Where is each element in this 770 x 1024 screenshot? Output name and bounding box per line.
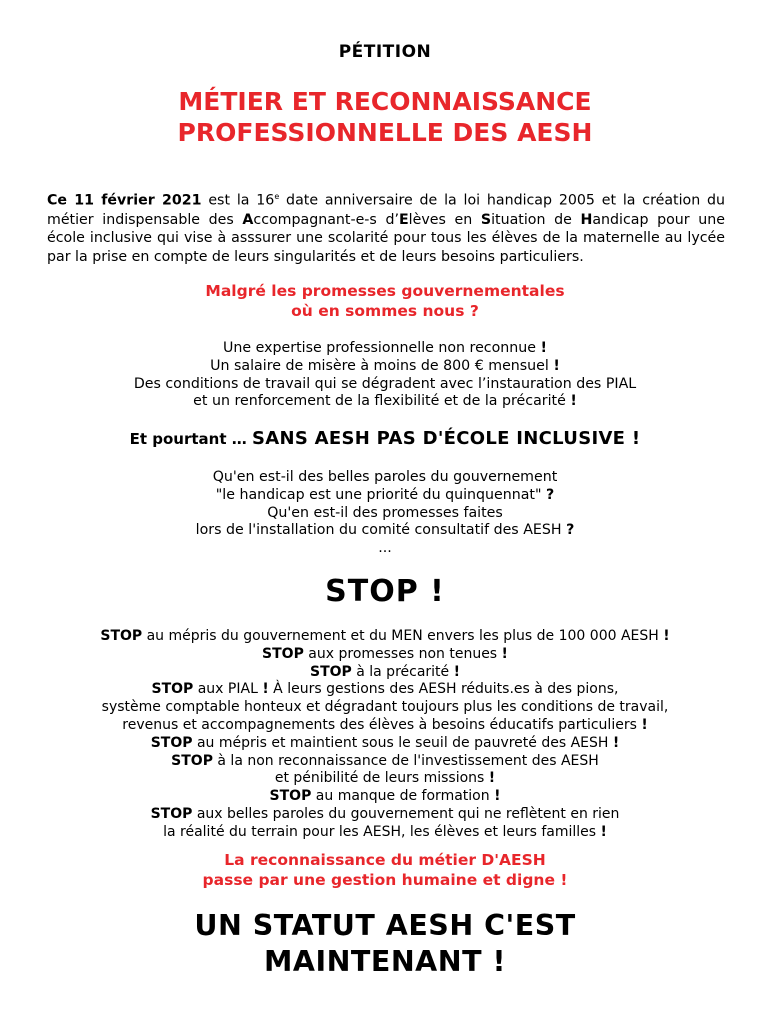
list-item-mark: ! (570, 393, 577, 410)
intro-text: est la 16 (201, 192, 275, 209)
page-title (0, 86, 770, 148)
section-heading-line: passe par une gestion humaine et digne ! (202, 871, 568, 889)
list-item-text: et pénibilité de leurs missions (274, 770, 489, 787)
slogan-lead: Et pourtant … (129, 430, 252, 448)
list-item-lead: STOP (171, 752, 213, 769)
closing-slogan-line: UN STATUT AESH C'EST (194, 909, 576, 942)
acronym-letter: H (580, 211, 593, 228)
list-item (0, 788, 770, 806)
stop-list (0, 628, 770, 842)
list-item-text: "le handicap est une priorité du quinquennat" (215, 486, 546, 503)
intro-text: date anniversaire de la loi handicap 2005 et la création du métier indispensable des (47, 192, 726, 228)
acronym-letter: E (398, 211, 409, 228)
intro-superscript: e (274, 192, 280, 202)
question-list (0, 469, 770, 558)
list-item-lead: STOP (150, 734, 193, 751)
slogan-heading (0, 428, 770, 449)
list-item-text: aux promesses non tenues (303, 645, 502, 662)
list-item-text: au mépris du gouvernement et du MEN envers les plus de 100 000 AESH (142, 628, 664, 644)
intro-date: Ce 11 février 2021 (47, 192, 202, 209)
acronym-letter: S (480, 211, 492, 228)
list-item-text: lors de l'installation du comité consultatif des AESH (195, 522, 567, 539)
section-heading-recognition (0, 850, 770, 890)
list-item-text: système comptable honteux et dégradant toujours plus les conditions de travail, (101, 699, 669, 716)
list-item (0, 469, 770, 487)
list-item-text: et un renforcement de la flexibilité et de la précarité (193, 393, 571, 410)
list-item-text: à la précarité (351, 663, 454, 680)
list-item-text: aux PIAL (193, 681, 263, 698)
list-item-text: Qu'en est-il des belles paroles du gouvernement (212, 469, 558, 485)
list-item (0, 699, 770, 717)
list-item (0, 717, 770, 735)
intro-text: ituation de (491, 211, 581, 228)
list-item (0, 664, 770, 682)
list-item-text: revenus et accompagnements des élèves à besoins éducatifs particuliers (122, 716, 642, 733)
list-item-lead: STOP (262, 645, 304, 662)
list-item-tail: À leurs gestions des AESH réduits.es à des pions, (268, 681, 619, 698)
list-item (0, 735, 770, 753)
list-item-text: la réalité du terrain pour les AESH, les élèves et leurs familles (163, 823, 601, 840)
list-item (0, 340, 770, 358)
list-item-lead: STOP (150, 805, 193, 822)
list-item (0, 628, 770, 646)
list-item-text: aux belles paroles du gouvernement qui ne reflètent en rien (192, 805, 620, 822)
list-item (0, 681, 770, 699)
section-heading-line: La reconnaissance du métier D'AESH (224, 851, 546, 869)
list-item-mark: ! (501, 645, 508, 662)
list-item-text: ... (378, 540, 392, 557)
list-item-lead: STOP (269, 788, 312, 805)
list-item (0, 487, 770, 505)
grievance-list (0, 340, 770, 411)
list-item-mark: ! (612, 734, 620, 751)
intro-paragraph (47, 188, 725, 266)
section-heading-line: Malgré les promesses gouvernementales (205, 282, 565, 300)
section-heading-promises (0, 281, 770, 321)
list-item-mark: ? (566, 522, 575, 539)
section-heading-line: où en sommes nous ? (291, 302, 479, 320)
intro-text: lèves en (408, 211, 481, 228)
list-item (0, 770, 770, 788)
list-item-mark: ! (488, 770, 496, 787)
list-item (0, 376, 770, 394)
list-item (0, 505, 770, 523)
list-item-text: Qu'en est-il des promesses faites (267, 504, 503, 521)
list-item-mark: ! (540, 340, 547, 356)
list-item-text: Un salaire de misère à moins de 800 € mensuel (210, 357, 554, 374)
list-item-mark: ! (453, 663, 460, 680)
list-item-text: au mépris et maintient sous le seuil de pauvreté des AESH (192, 734, 613, 751)
intro-text: ccompagnant-e-s d’ (253, 211, 399, 228)
list-item-mark: ! (262, 681, 269, 698)
list-item-text: au manque de formation (311, 788, 495, 805)
closing-slogan-line: MAINTENANT ! (264, 945, 506, 978)
list-item (0, 358, 770, 376)
stop-heading: STOP ! (325, 574, 445, 609)
list-item-mark: ! (641, 716, 648, 733)
list-item (0, 522, 770, 540)
title-line-2: PROFESSIONNELLE DES AESH (177, 118, 593, 147)
acronym-letter: A (242, 211, 254, 228)
list-item (0, 753, 770, 771)
list-item-mark: ! (663, 628, 670, 644)
list-item (0, 806, 770, 824)
title-line-1: MÉTIER ET RECONNAISSANCE (178, 87, 592, 116)
list-item-text: à la non reconnaissance de l'investissement des AESH (212, 752, 599, 769)
list-item-lead: STOP (309, 663, 352, 680)
list-item-mark: ! (494, 788, 501, 805)
list-item (0, 646, 770, 664)
list-item-text: Des conditions de travail qui se dégradent avec l’instauration des PIAL (133, 375, 637, 392)
list-item (0, 824, 770, 842)
list-item-text: Une expertise professionnelle non reconnue (223, 340, 541, 356)
slogan-main: SANS AESH PAS D'ÉCOLE INCLUSIVE ! (251, 428, 641, 449)
list-item-lead: STOP (100, 628, 143, 644)
list-item-mark: ? (546, 486, 555, 503)
intro-text: andicap pour une école inclusive qui vise à asssurer une scolarité pour tous les élèves de la maternelle au lycée par la prise en compte de leurs singularités et de leurs besoins particuliers. (47, 211, 725, 265)
list-item-mark: ! (600, 823, 607, 840)
document-kicker: PÉTITION (338, 42, 432, 62)
list-item-lead: STOP (151, 681, 194, 698)
closing-slogan (0, 908, 770, 980)
list-item (0, 393, 770, 411)
list-item-mark: ! (553, 357, 560, 374)
list-item (0, 540, 770, 558)
